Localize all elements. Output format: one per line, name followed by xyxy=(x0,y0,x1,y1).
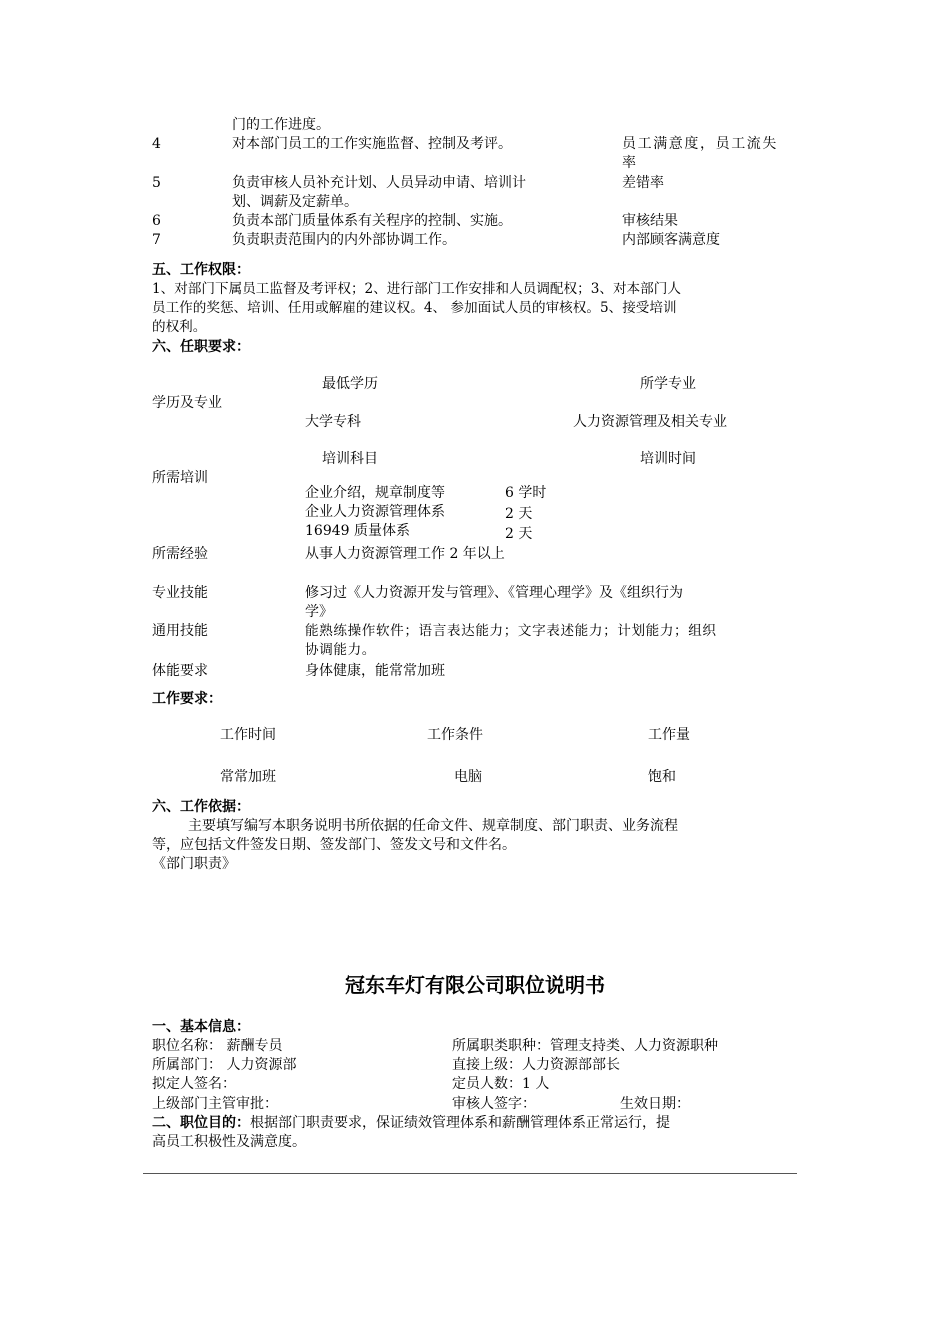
pro-value: 修习过《人力资源开发与管理》、《管理心理学》及《组织行为 xyxy=(305,585,683,601)
edu-major: 人力资源管理及相关专业 xyxy=(573,414,727,430)
position-category: 所属职类职种：管理支持类、人力资源职种 xyxy=(452,1038,718,1054)
train-time: 2 天 xyxy=(505,526,533,542)
train-time: 2 天 xyxy=(505,506,533,522)
purpose-line xyxy=(152,1114,670,1133)
purpose-heading: 二、职位目的： xyxy=(152,1115,250,1131)
section6-heading: 六、任职要求： xyxy=(152,339,250,355)
edu-header-major: 所学专业 xyxy=(640,376,696,392)
duty-no: 7 xyxy=(152,232,161,248)
duty-no: 4 xyxy=(152,136,161,152)
duty-continuation: 门的工作进度。 xyxy=(232,117,330,133)
divider-line xyxy=(143,1173,797,1174)
work-req-heading: 工作要求： xyxy=(152,691,222,707)
work-req-header-condition: 工作条件 xyxy=(427,727,483,743)
work-basis-line: 主要填写编写本职务说明书所依据的任命文件、规章制度、部门职责、业务流程 xyxy=(188,818,678,834)
train-header-subject: 培训科目 xyxy=(322,451,378,467)
section5-heading: 五、工作权限： xyxy=(152,262,250,278)
edu-label: 学历及专业 xyxy=(152,395,222,411)
duty-content: 对本部门员工的工作实施监督、控制及考评。 xyxy=(232,136,512,152)
exp-value: 从事人力资源管理工作 2 年以上 xyxy=(305,546,505,562)
document-title: 冠东车灯有限公司职位说明书 xyxy=(345,973,605,997)
train-label: 所需培训 xyxy=(152,470,208,486)
purpose-text: 根据部门职责要求，保证绩效管理体系和薪酬管理体系正常运行，提 xyxy=(250,1115,670,1131)
work-req-load: 饱和 xyxy=(648,769,676,785)
duty-content-cont: 划、调薪及定薪单。 xyxy=(232,194,358,210)
work-basis-line: 等，应包括文件签发日期、签发部门、签发文号和文件名。 xyxy=(152,837,516,853)
basic-info-heading: 一、基本信息： xyxy=(152,1019,250,1035)
section5-line: 1、对部门下属员工监督及考评权；2、进行部门工作安排和人员调配权；3、对本部门人 xyxy=(152,281,681,297)
duty-metric: 员工满意度，员工流失 xyxy=(622,136,778,152)
edu-header-degree: 最低学历 xyxy=(322,376,378,392)
duty-metric-cont: 率 xyxy=(622,155,636,171)
phy-label: 体能要求 xyxy=(152,663,208,679)
work-basis-heading: 六、工作依据： xyxy=(152,799,250,815)
phy-value: 身体健康，能常常加班 xyxy=(305,663,445,679)
gen-value-cont: 协调能力。 xyxy=(305,642,376,658)
train-subject: 企业人力资源管理体系 xyxy=(305,504,445,520)
work-req-header-load: 工作量 xyxy=(648,727,690,743)
duty-content: 负责审核人员补充计划、人员异动申请、培训计 xyxy=(232,175,526,191)
superior-approval: 上级部门主管审批： xyxy=(152,1096,278,1112)
duty-metric: 审核结果 xyxy=(622,213,678,229)
gen-value: 能熟练操作软件；语言表达能力；文字表述能力；计划能力；组织 xyxy=(305,623,717,639)
section5-line: 的权利。 xyxy=(152,319,207,335)
duty-metric: 差错率 xyxy=(622,175,664,191)
exp-label: 所需经验 xyxy=(152,546,208,562)
duty-metric: 内部顾客满意度 xyxy=(622,232,720,248)
work-req-time: 常常加班 xyxy=(220,769,276,785)
effective-date: 生效日期： xyxy=(620,1096,690,1112)
duty-content: 负责职责范围内的内外部协调工作。 xyxy=(232,232,456,248)
train-time: 6 学时 xyxy=(505,485,547,501)
reviewer-signature: 审核人签字： xyxy=(452,1096,536,1112)
train-header-time: 培训时间 xyxy=(640,451,696,467)
train-subject: 16949 质量体系 xyxy=(305,523,410,539)
headcount: 定员人数：1 人 xyxy=(452,1076,550,1092)
duty-content: 负责本部门质量体系有关程序的控制、实施。 xyxy=(232,213,512,229)
purpose-text-cont: 高员工积极性及满意度。 xyxy=(152,1134,306,1150)
edu-degree: 大学专科 xyxy=(305,414,361,430)
work-req-header-time: 工作时间 xyxy=(220,727,276,743)
work-basis-doc: 《部门职责》 xyxy=(152,856,236,872)
train-subject: 企业介绍，规章制度等 xyxy=(305,485,445,501)
position-name: 职位名称： 薪酬专员 xyxy=(152,1038,283,1054)
pro-value-cont: 学》 xyxy=(305,604,333,620)
gen-label: 通用技能 xyxy=(152,623,208,639)
duty-no: 5 xyxy=(152,175,161,191)
pro-label: 专业技能 xyxy=(152,585,208,601)
drafter-signature: 拟定人签名： xyxy=(152,1076,236,1092)
department: 所属部门： 人力资源部 xyxy=(152,1057,297,1073)
direct-superior: 直接上级：人力资源部部长 xyxy=(452,1057,620,1073)
section5-line: 员工作的奖惩、培训、任用或解雇的建议权。4、 参加面试人员的审核权。5、接受培训 xyxy=(152,300,677,316)
work-req-condition: 电脑 xyxy=(454,769,482,785)
duty-no: 6 xyxy=(152,213,161,229)
